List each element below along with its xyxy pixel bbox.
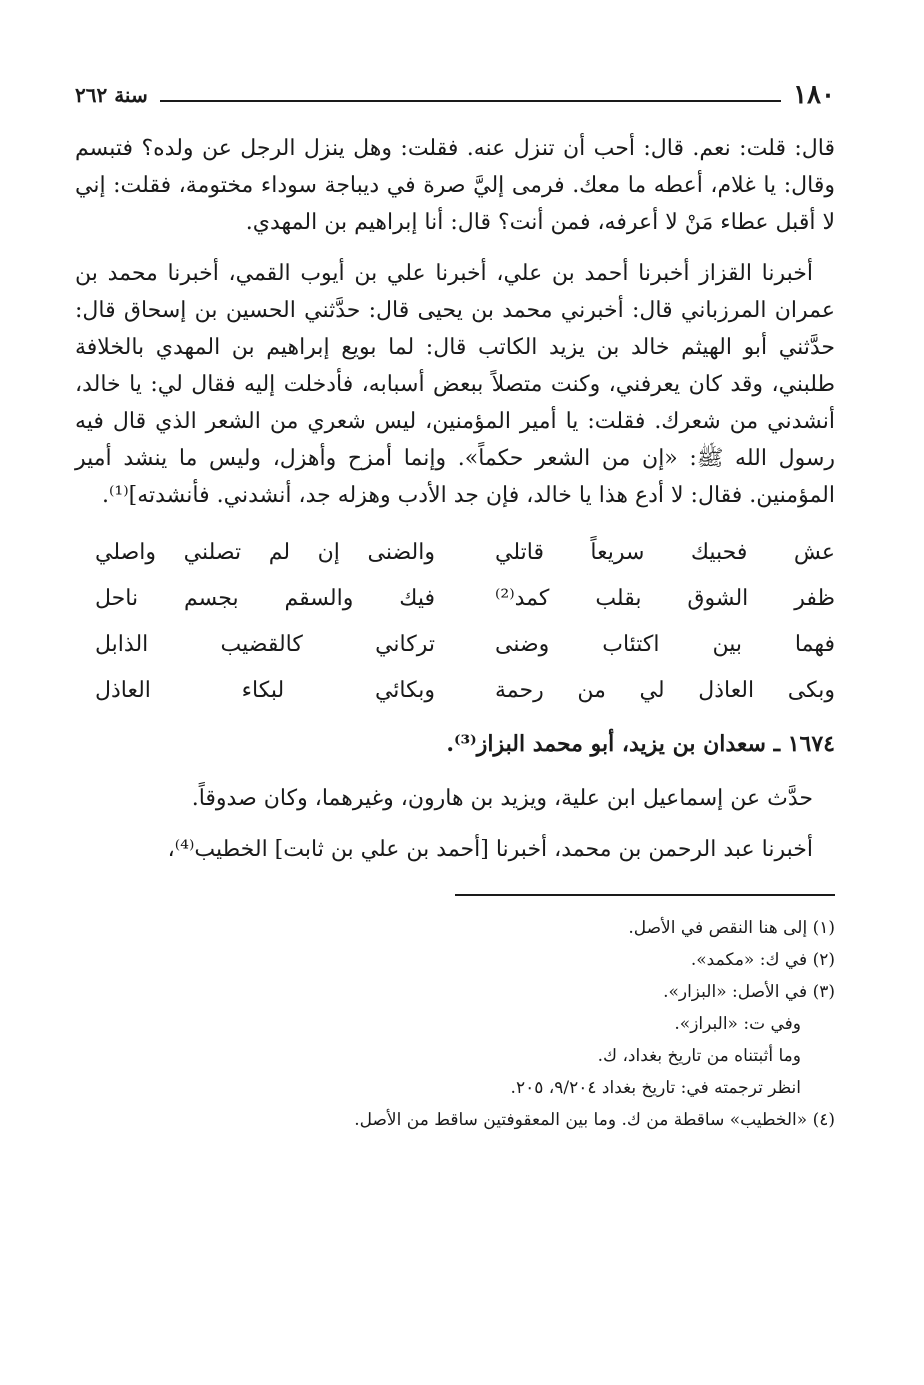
running-head: سنة ٢٦٢ (75, 83, 148, 107)
poem-hemistich: تركاني كالقضيب الذابل (95, 632, 435, 657)
paragraph: حدَّث عن إسماعيل ابن علية، ويزيد بن هارون، وغيرهما، وكان صدوقاً. (191, 786, 813, 811)
poem-hemistich: ظفر الشوق بقلب كمد⁽²⁾ (495, 586, 835, 611)
entry-text (75, 780, 835, 868)
footnote: (١) إلى هنا النقص في الأصل. (628, 918, 835, 938)
footnote-rule (455, 894, 835, 896)
footnotes (75, 912, 835, 1136)
paragraph: أخبرنا عبد الرحمن بن محمد، أخبرنا [أحمد بن علي بن ثابت] الخطيب⁽⁴⁾، (167, 837, 813, 862)
poem-hemistich: فيك والسقم بجسم ناحل (95, 586, 435, 611)
paragraph: قال: قلت: نعم. قال: أحب أن تنزل عنه. فقلت: وهل ينزل الرجل عن ولده؟ فتبسم وقال: يا غلام، أعطه ما معك. فرمى إليَّ صرة في ديباجة سوداء مختومة، فقلت: إني لا أقبل عطاء مَنْ لا أعرفه، فمن أنت؟ قال: أنا إبراهيم بن المهدي. (75, 136, 835, 235)
poem-hemistich: وبكائي لبكاء العاذل (95, 678, 435, 703)
main-text (75, 130, 835, 514)
poem-hemistich: فهما بين اكتئاب وضنى (495, 632, 835, 657)
footnote-continuation: وما أثبتناه من تاريخ بغداد، ك. (597, 1046, 801, 1066)
header-rule (160, 100, 781, 102)
poem-hemistich: وبكى العاذل لي من رحمة (495, 678, 835, 703)
paragraph: أخبرنا القزاز أخبرنا أحمد بن علي، أخبرنا علي بن أيوب القمي، أخبرنا محمد بن عمران المرزباني قال: أخبرني محمد بن يحيى قال: حدَّثني الحسين بن إسحاق قال: حدَّثني أبو الهيثم خالد بن يزيد الكاتب قال: لما بويع إبراهيم بن المهدي بالخلافة طلبني، وقد كان يعرفني، وكنت متصلاً ببعض أسبابه، فأدخلت إليه فقال لي: يا خالد، أنشدني من شعرك. فقلت: يا أمير المؤمنين، ليس شعري من الشعر الذي قال فيه رسول الله ﷺ: «إن من الشعر حكماً». وإنما أمزح وأهزل، وليس ما ينشد أمير المؤمنين. فقال: لا أدع هذا يا خالد، فإن جد الأدب وهزله جد، أنشدني. فأنشدته]⁽¹⁾. (75, 261, 835, 508)
footnote: (٤) «الخطيب» ساقطة من ك. وما بين المعقوفتين ساقط من الأصل. (354, 1110, 835, 1130)
page-number: ١٨٠ (793, 80, 835, 110)
footnote: (٣) في الأصل: «البزار». (663, 982, 835, 1002)
poem-hemistich: والضنى إن لم تصلني واصلي (95, 540, 435, 565)
footnote-continuation: وفي ت: «البراز». (674, 1014, 801, 1034)
footnote-continuation: انظر ترجمته في: تاريخ بغداد ٩/٢٠٤، ٢٠٥. (510, 1078, 801, 1098)
book-page (75, 70, 835, 1136)
poem-hemistich: عش فحبيك سريعاً قاتلي (495, 540, 835, 565)
poem (75, 530, 835, 714)
footnote: (٢) في ك: «مكمد». (690, 950, 835, 970)
page-header (75, 70, 835, 110)
entry-heading: ١٦٧٤ ـ سعدان بن يزيد، أبو محمد البزاز⁽³⁾. (446, 731, 835, 757)
